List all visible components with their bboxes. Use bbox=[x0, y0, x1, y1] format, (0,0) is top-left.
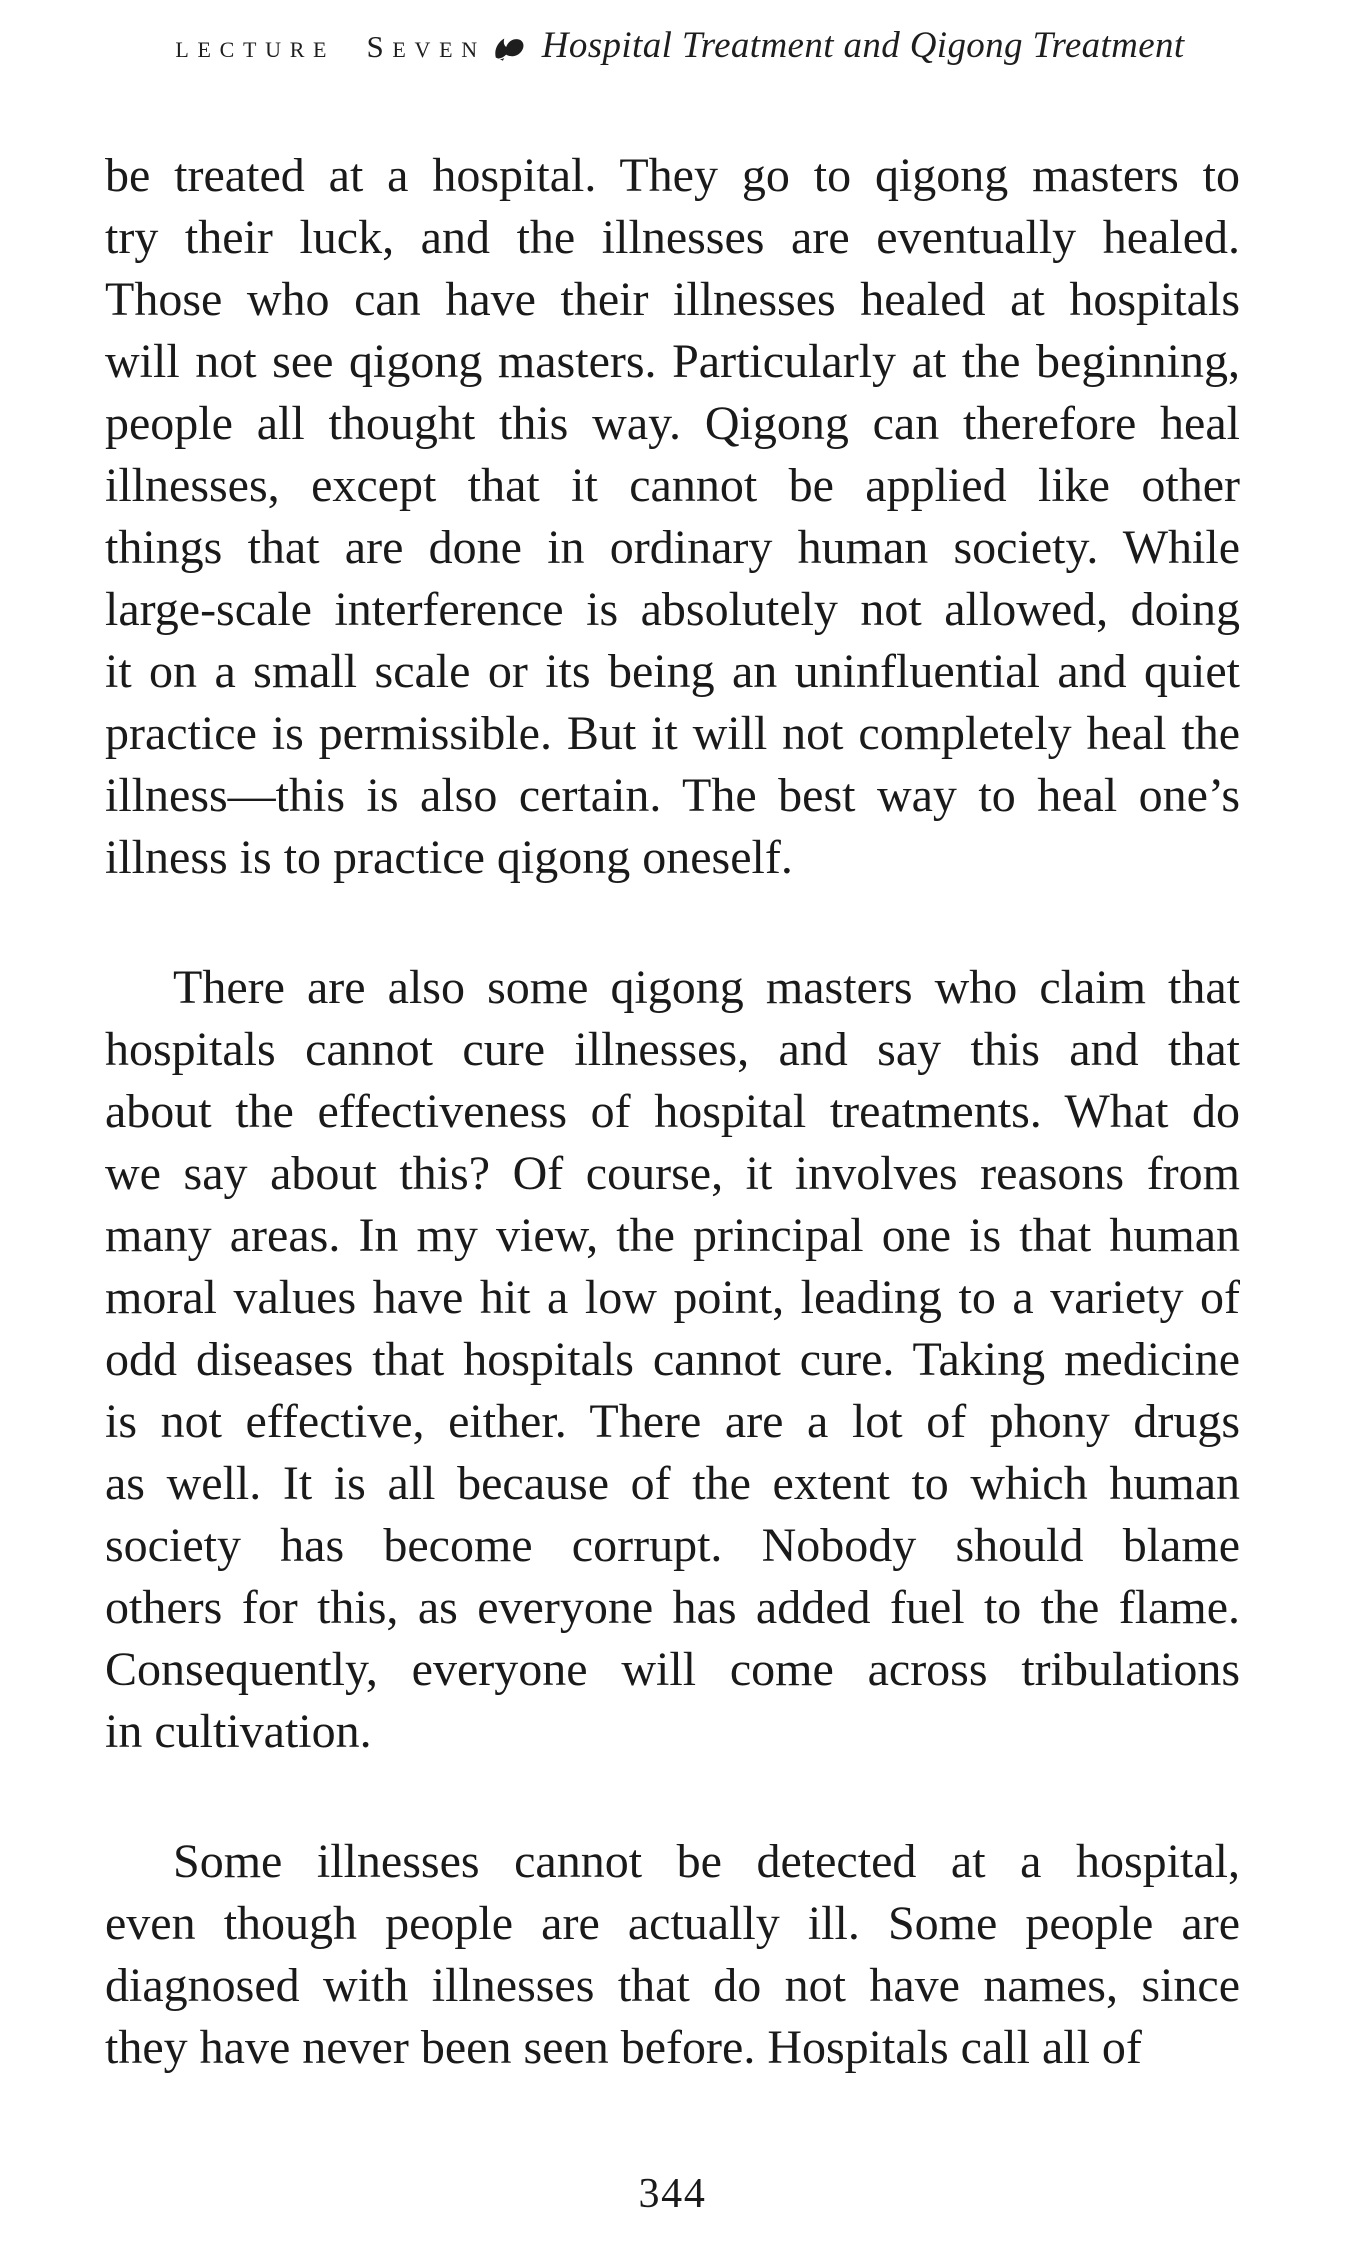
text-line: illness is to practice qigong oneself. bbox=[105, 831, 793, 884]
text-line: practice is permissible. But it will not completely heal the bbox=[105, 707, 1240, 760]
leaf-fleuron-icon bbox=[492, 34, 526, 82]
text-line: will not see qigong masters. Particularly at the beginning, bbox=[105, 335, 1240, 388]
text-line: even though people are actually ill. Some people are bbox=[105, 1897, 1240, 1950]
text-line: society has become corrupt. Nobody should blame bbox=[105, 1519, 1240, 1572]
lecture-number-word: Seven bbox=[366, 29, 486, 64]
page-body bbox=[105, 145, 1240, 2079]
text-line: many areas. In my view, the principal one is that human bbox=[105, 1209, 1240, 1262]
text-line: illness—this is also certain. The best way to heal one’s bbox=[105, 769, 1240, 822]
lecture-label bbox=[175, 29, 485, 64]
text-line: try their luck, and the illnesses are eventually healed. bbox=[105, 211, 1240, 264]
paragraph bbox=[105, 1831, 1240, 2079]
paragraph bbox=[105, 957, 1240, 1763]
text-line: about the effectiveness of hospital treatments. What do bbox=[105, 1085, 1240, 1138]
page-footer bbox=[105, 2171, 1240, 2217]
text-line: moral values have hit a low point, leading to a variety of bbox=[105, 1271, 1240, 1324]
page-number: 344 bbox=[638, 2171, 707, 2217]
text-line: illnesses, except that it cannot be applied like other bbox=[105, 459, 1240, 512]
paragraph bbox=[105, 145, 1240, 889]
chapter-title: Hospital Treatment and Qigong Treatment bbox=[541, 25, 1185, 66]
text-line: in cultivation. bbox=[105, 1705, 372, 1758]
text-line: things that are done in ordinary human society. While bbox=[105, 521, 1240, 574]
text-line: diagnosed with illnesses that do not have names, since bbox=[105, 1959, 1240, 2012]
text-line: odd diseases that hospitals cannot cure. Taking medicine bbox=[105, 1333, 1240, 1386]
text-line: it on a small scale or its being an uninfluential and quiet bbox=[105, 645, 1240, 698]
text-line: Consequently, everyone will come across tribulations bbox=[105, 1643, 1240, 1696]
text-line: Those who can have their illnesses healed at hospitals bbox=[105, 273, 1240, 326]
text-line: be treated at a hospital. They go to qigong masters to bbox=[105, 149, 1240, 202]
text-line: people all thought this way. Qigong can therefore heal bbox=[105, 397, 1240, 450]
text-line: Some illnesses cannot be detected at a hospital, bbox=[173, 1835, 1240, 1888]
text-line: There are also some qigong masters who claim that bbox=[173, 961, 1240, 1014]
text-line: they have never been seen before. Hospitals call all of bbox=[105, 2021, 1142, 2074]
text-line: large-scale interference is absolutely not allowed, doing bbox=[105, 583, 1240, 636]
text-line: is not effective, either. There are a lot of phony drugs bbox=[105, 1395, 1240, 1448]
running-header bbox=[0, 0, 1360, 77]
text-line: we say about this? Of course, it involves reasons from bbox=[105, 1147, 1240, 1200]
text-line: as well. It is all because of the extent to which human bbox=[105, 1457, 1240, 1510]
text-line: hospitals cannot cure illnesses, and say this and that bbox=[105, 1023, 1240, 1076]
lecture-word: lecture bbox=[175, 29, 336, 64]
text-line: others for this, as everyone has added fuel to the flame. bbox=[105, 1581, 1240, 1634]
